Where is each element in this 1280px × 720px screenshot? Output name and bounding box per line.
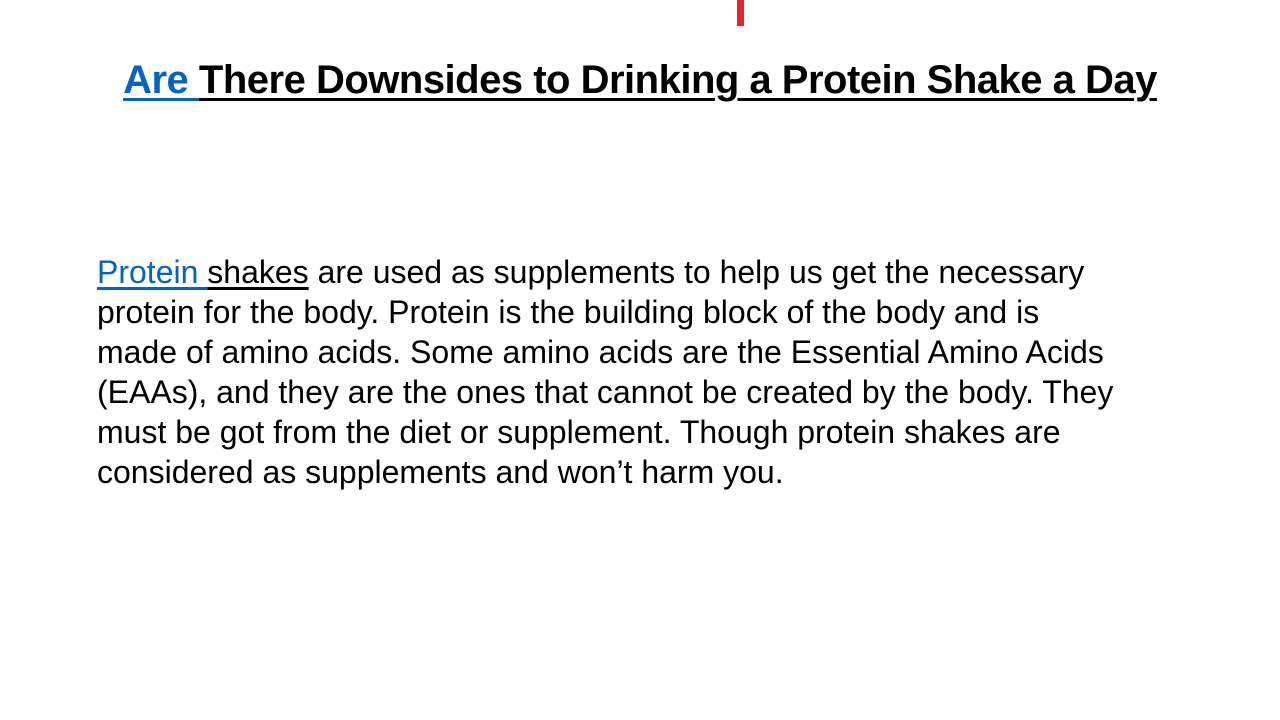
body-line1-rest: are used as supplements to help us get the necessary bbox=[308, 254, 1085, 290]
title-hyperlink[interactable]: Are bbox=[123, 58, 199, 102]
body-line: (EAAs), and they are the ones that cannot be created by the body. They bbox=[97, 374, 1114, 410]
body-line: protein for the body. Protein is the building block of the body and is bbox=[97, 294, 1040, 330]
body-line: made of amino acids. Some amino acids are the Essential Amino Acids bbox=[97, 334, 1104, 370]
red-marker bbox=[737, 0, 744, 26]
title-text: There Downsides to Drinking a Protein Shake a Day bbox=[198, 58, 1157, 102]
body-underlined-word: shakes bbox=[207, 254, 309, 290]
body-line bbox=[97, 252, 1207, 292]
body-line: considered as supplements and won’t harm you. bbox=[97, 454, 784, 490]
body-paragraph bbox=[97, 252, 1207, 492]
body-hyperlink[interactable]: Protein bbox=[97, 254, 208, 290]
body-line: must be got from the diet or supplement. Though protein shakes are bbox=[97, 414, 1061, 450]
slide-title bbox=[0, 56, 1280, 104]
